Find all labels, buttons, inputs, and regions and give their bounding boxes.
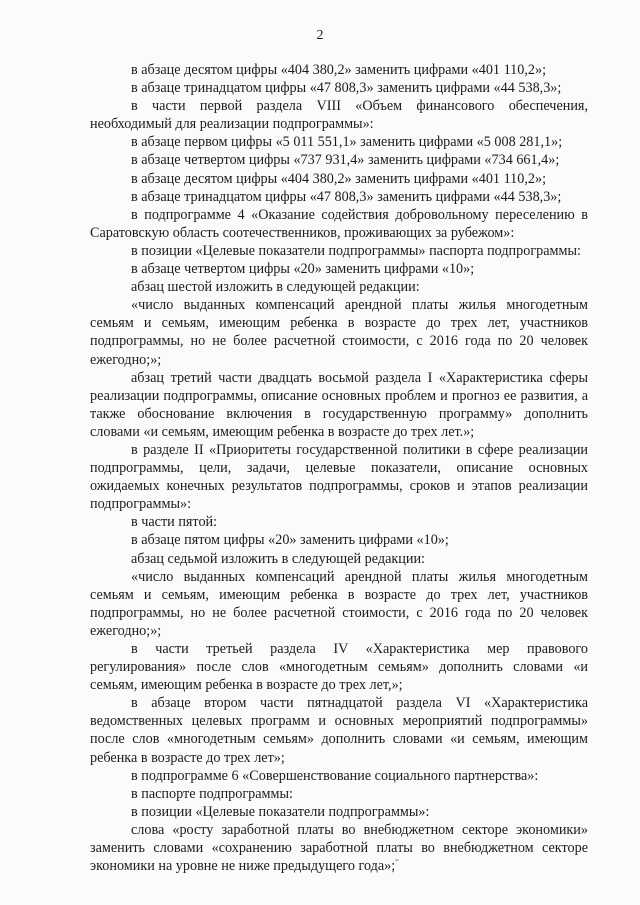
paragraph: абзац третий части двадцать восьмой раздела I «Характеристика сферы реализации подпрограммы, описание основных проблем и прогноз ее развития, а также обоснование включения в государственную программу» дополнить словами «и семьям, имеющим ребенка в возрасте до трех лет.»;	[90, 369, 588, 440]
paragraph: в абзаце тринадцатом цифры «47 808,3» заменить цифрами «44 538,3»;	[131, 80, 562, 97]
paragraph: слова «росту заработной платы во внебюджетном секторе экономики» заменить словами «сохранению заработной платы во внебюджетном секторе экономики на уровне не ниже предыдущего года»;	[90, 821, 588, 875]
paragraph: в подпрограмме 6 «Совершенствование социального партнерства»:	[131, 767, 539, 784]
quoted-paragraph: «число выданных компенсаций арендной платы жилья многодетным семьям и семьям, имеющим ребенка в возрасте до трех лет, участников подпрограммы, но не более расчетной стоимости, с 2016 года по 20 человек ежегодно;»;	[90, 297, 588, 368]
page-bottom-dash: -	[395, 852, 399, 866]
quoted-paragraph: «число выданных компенсаций арендной платы жилья многодетным семьям и семьям, имеющим ребенка в возрасте до трех лет, участников подпрограммы, но не более расчетной стоимости, с 2016 года по 20 человек ежегодно;»;	[90, 568, 588, 639]
paragraph: в абзаце тринадцатом цифры «47 808,3» заменить цифрами «44 538,3»;	[131, 188, 562, 205]
paragraph: в части третьей раздела IV «Характеристика мер правового регулирования» после слов «многодетным семьям» дополнить словами «и семьям, имеющим ребенка в возрасте до трех лет,»;	[90, 641, 588, 694]
page-number: 2	[316, 28, 324, 43]
paragraph: в части первой раздела VIII «Объем финансового обеспечения, необходимый для реализации подпрограммы»:	[90, 98, 588, 133]
paragraph: в абзаце втором части пятнадцатой раздела VI «Характеристика ведомственных целевых программ и основных мероприятий подпрограммы» после слов «многодетным семьям» дополнить словами «и семьям, имеющим ребенка в возрасте до трех лет»;	[90, 695, 588, 766]
paragraph: абзац шестой изложить в следующей редакции:	[131, 279, 420, 296]
paragraph: в разделе II «Приоритеты государственной политики в сфере реализации подпрограммы, цели, задачи, целевые показатели, описание основных ожидаемых конечных результатов подпрограммы, сроков и этапов реализации подпрограммы»:	[90, 441, 588, 513]
paragraph: в абзаце четвертом цифры «737 931,4» заменить цифрами «734 661,4»;	[131, 152, 560, 169]
paragraph: в абзаце пятом цифры «20» заменить цифрами «10»;	[131, 532, 449, 549]
paragraph: абзац седьмой изложить в следующей редакции:	[131, 550, 426, 567]
paragraph: в части пятой:	[131, 514, 218, 531]
paragraph: в абзаце первом цифры «5 011 551,1» заменить цифрами «5 008 281,1»;	[131, 134, 563, 151]
paragraph: в позиции «Целевые показатели подпрограммы»:	[131, 803, 430, 820]
paragraph: в подпрограмме 4 «Оказание содействия добровольному переселению в Саратовскую область соотечественников, проживающих за рубежом»:	[90, 206, 588, 241]
paragraph: в позиции «Целевые показатели подпрограммы» паспорта подпрограммы:	[131, 242, 581, 259]
document-body	[90, 61, 588, 875]
paragraph: в абзаце десятом цифры «404 380,2» заменить цифрами «401 110,2»;	[131, 62, 547, 78]
paragraph: в абзаце четвертом цифры «20» заменить цифрами «10»;	[131, 261, 475, 278]
paragraph: в паспорте подпрограммы:	[131, 785, 293, 802]
paragraph: в абзаце десятом цифры «404 380,2» заменить цифрами «401 110,2»;	[131, 170, 547, 187]
